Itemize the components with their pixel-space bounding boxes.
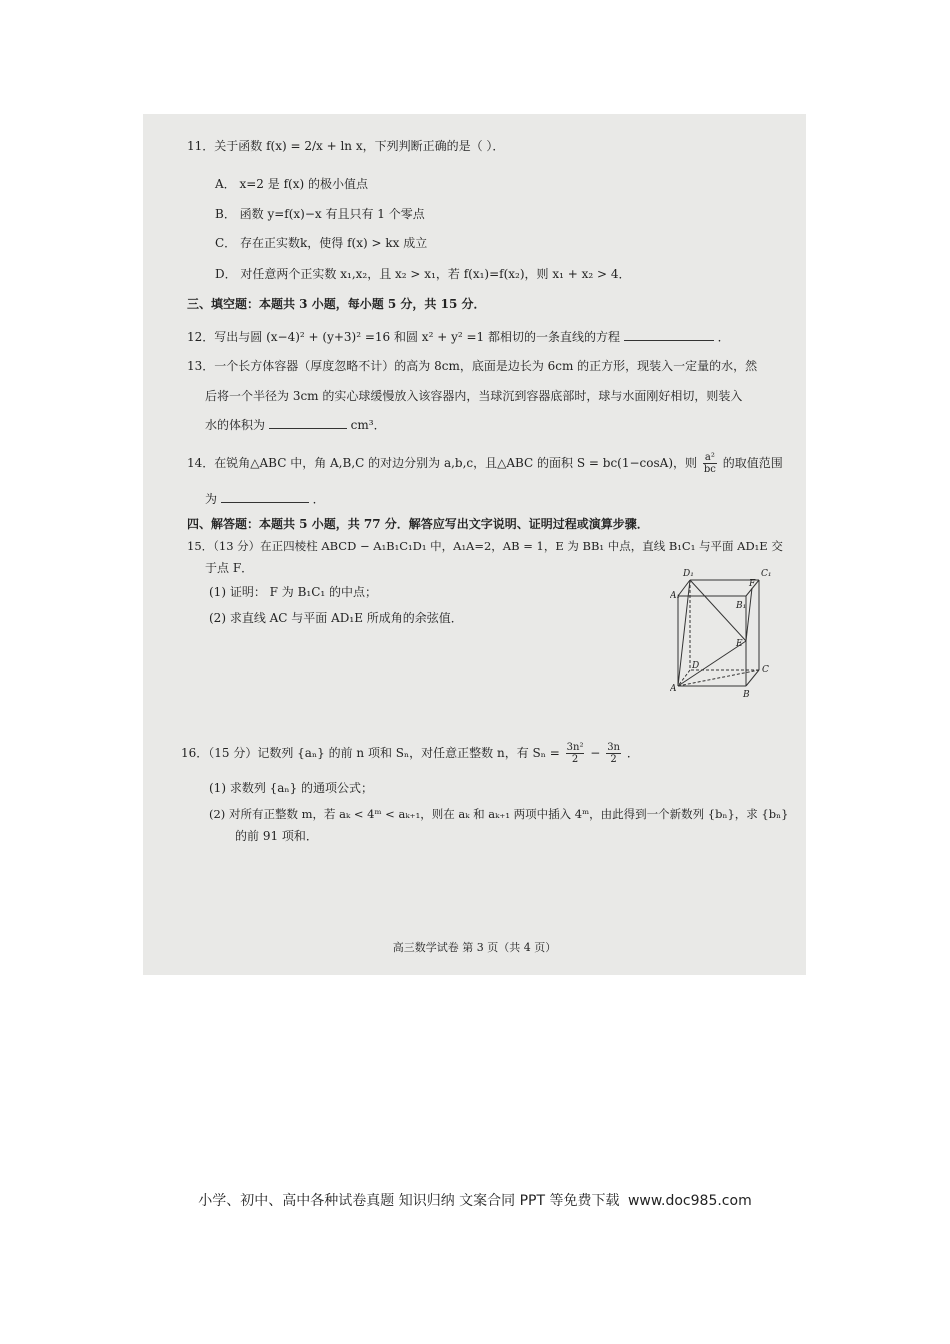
q11-option-a: A． x=2 是 f(x) 的极小值点 xyxy=(215,177,368,191)
page-footer: 高三数学试卷 第 3 页（共 4 页） xyxy=(392,941,557,954)
q16-fraction-2 xyxy=(606,742,621,765)
q14-frac-den: bc xyxy=(703,464,716,475)
q11-option-d: D． 对任意两个正实数 x₁,x₂，且 x₂ > x₁，若 f(x₁)=f(x₂)，则 x₁ + x₂ > 4． xyxy=(215,267,631,281)
label-c1: C₁ xyxy=(761,569,772,579)
q14-line2-text: 为 xyxy=(205,492,218,506)
section-4-heading: 四、解答题：本题共 5 小题，共 77 分．解答应写出文字说明、证明过程或演算步骤． xyxy=(187,517,649,531)
q13-unit: cm³． xyxy=(350,418,386,432)
q16-line1-text: 16．（15 分）记数列 {aₙ} 的前 n 项和 Sₙ，对任意正整数 n，有 Sₙ = xyxy=(181,746,560,760)
q16-f2-den: 2 xyxy=(610,754,617,765)
q13-line3 xyxy=(205,416,386,433)
q16-part2-cont: 的前 91 项和． xyxy=(235,829,318,843)
q14-line2 xyxy=(205,490,325,507)
q14-fraction xyxy=(703,452,717,475)
section-3-heading: 三、填空题：本题共 3 小题，每小题 5 分，共 15 分． xyxy=(187,297,486,311)
q16-f1-den: 2 xyxy=(571,754,579,765)
label-d1: D₁ xyxy=(683,569,694,579)
q15-part2: (2) 求直线 AC 与平面 AD₁E 所成角的余弦值． xyxy=(209,611,463,625)
q14-tail: 的取值范围 xyxy=(722,456,783,470)
q16-f2-num: 3n xyxy=(607,742,620,753)
label-b1: B₁ xyxy=(736,601,747,611)
q16-f1-num: 3n² xyxy=(566,742,584,753)
label-a1: A₁ xyxy=(670,591,681,601)
q16-end: ． xyxy=(626,746,639,760)
q15-line1: 15．（13 分）在正四棱柱 ABCD − A₁B₁C₁D₁ 中，A₁A=2，AB = 1，E 为 BB₁ 中点，直线 B₁C₁ 与平面 AD₁E 交 xyxy=(187,539,783,553)
q14-end: ． xyxy=(312,492,325,506)
q16-part2: (2) 对所有正整数 m，若 aₖ < 4ᵐ < aₖ₊₁，则在 aₖ 和 aₖ₊₁ 两项中插入 4ᵐ，由此得到一个新数列 {bₙ}，求 {bₙ} xyxy=(209,807,789,821)
q16-line1 xyxy=(181,742,639,765)
label-e: E xyxy=(736,639,743,649)
site-footer xyxy=(0,1190,950,1210)
q11-option-b: B． 函数 y=f(x)−x 有且只有 1 个零点 xyxy=(215,207,425,221)
q12 xyxy=(187,328,730,345)
q13-line1: 13．一个长方体容器（厚度忽略不计）的高为 8cm，底面是边长为 6cm 的正方形，现装入一定量的水，然 xyxy=(187,359,758,373)
q16-minus: − xyxy=(590,746,601,760)
prism-diagram xyxy=(670,566,790,701)
label-d: D xyxy=(692,661,700,671)
q16-fraction-1 xyxy=(566,742,585,765)
q11-option-c: C． 存在正实数k，使得 f(x) > kx 成立 xyxy=(215,236,428,250)
q16-part1: (1) 求数列 {aₙ} 的通项公式； xyxy=(209,781,374,795)
q12-text: 12．写出与圆 (x−4)² + (y+3)² =16 和圆 x² + y² =1 都相切的一条直线的方程 xyxy=(187,330,620,344)
q13-line2: 后将一个半径为 3cm 的实心球缓慢放入该容器内，当球沉到容器底部时，球与水面刚好相切，则装入 xyxy=(205,389,743,403)
q13-line3-text: 水的体积为 xyxy=(205,418,266,432)
q14-frac-num: a² xyxy=(703,452,717,464)
label-b: B xyxy=(743,690,750,700)
site-footer-url[interactable]: www.doc985.com xyxy=(627,1193,752,1209)
exam-page-photo xyxy=(143,114,806,975)
q14-answer-blank xyxy=(221,490,309,503)
label-a: A xyxy=(670,684,677,694)
q12-end: ． xyxy=(717,330,730,344)
q13-answer-blank xyxy=(269,416,347,429)
label-f: F xyxy=(749,579,756,589)
q11-stem: 11．关于函数 f(x) = 2/x + ln x，下列判断正确的是（ ）． xyxy=(187,139,505,153)
q15-part1: (1) 证明： F 为 B₁C₁ 的中点； xyxy=(209,585,378,599)
label-c: C xyxy=(762,665,769,675)
site-footer-text: 小学、初中、高中各种试卷真题 知识归纳 文案合同 PPT 等免费下载 xyxy=(198,1193,620,1209)
q12-answer-blank xyxy=(624,328,714,341)
q15-line2: 于点 F． xyxy=(205,561,254,575)
line-fe xyxy=(746,588,752,641)
q14-line1-text: 14．在锐角△ABC 中，角 A,B,C 的对边分别为 a,b,c，且△ABC 的面积 S = bc(1−cosA)，则 xyxy=(187,456,698,470)
q14-line1 xyxy=(187,452,783,475)
